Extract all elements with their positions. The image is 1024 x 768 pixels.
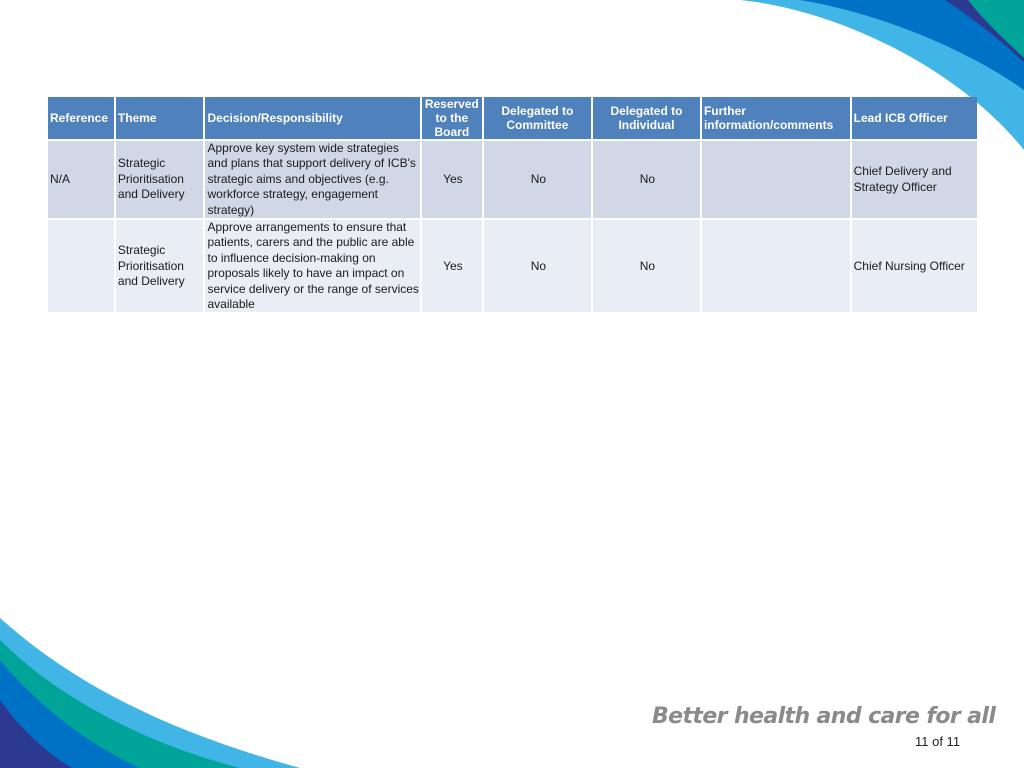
- page-number: 11 of 11: [915, 734, 961, 749]
- cell-further: [702, 220, 850, 312]
- header-further: Further information/comments: [702, 97, 850, 139]
- table-row: [48, 220, 977, 312]
- table-header-row: [48, 97, 977, 139]
- cell-theme: Strategic Prioritisation and Delivery: [116, 141, 204, 218]
- cell-decision: Approve key system wide strategies and plans that support delivery of ICB's strategic aims and objectives (e.g. workforce strategy, engagement strategy): [205, 141, 419, 218]
- header-decision: Decision/Responsibility: [205, 97, 419, 139]
- cell-individual: No: [593, 220, 700, 312]
- header-theme: Theme: [116, 97, 204, 139]
- cell-reference: [48, 220, 114, 312]
- cell-committee: No: [484, 220, 591, 312]
- cell-reference: N/A: [48, 141, 114, 218]
- footer-tagline: Better health and care for all: [652, 704, 996, 729]
- header-reference: Reference: [48, 97, 114, 139]
- cell-further: [702, 141, 850, 218]
- cell-reserved: Yes: [422, 141, 482, 218]
- header-individual: Delegated to Individual: [593, 97, 700, 139]
- cell-decision: Approve arrangements to ensure that patients, carers and the public are able to influence decision-making on proposals likely to have an impact on service delivery or the range of services available: [207, 220, 419, 312]
- cell-committee: No: [484, 141, 591, 218]
- cell-lead: Chief Delivery and Strategy Officer: [852, 141, 977, 218]
- cell-reserved: Yes: [422, 220, 482, 312]
- delegation-table: [46, 95, 979, 314]
- header-committee: Delegated to Committee: [484, 97, 591, 139]
- header-lead: Lead ICB Officer: [852, 97, 977, 139]
- table-row: [48, 141, 977, 218]
- cell-individual: No: [593, 141, 700, 218]
- cell-lead: Chief Nursing Officer: [852, 220, 977, 312]
- cell-theme: Strategic Prioritisation and Delivery: [116, 220, 204, 312]
- header-reserved: Reserved to the Board: [422, 97, 482, 139]
